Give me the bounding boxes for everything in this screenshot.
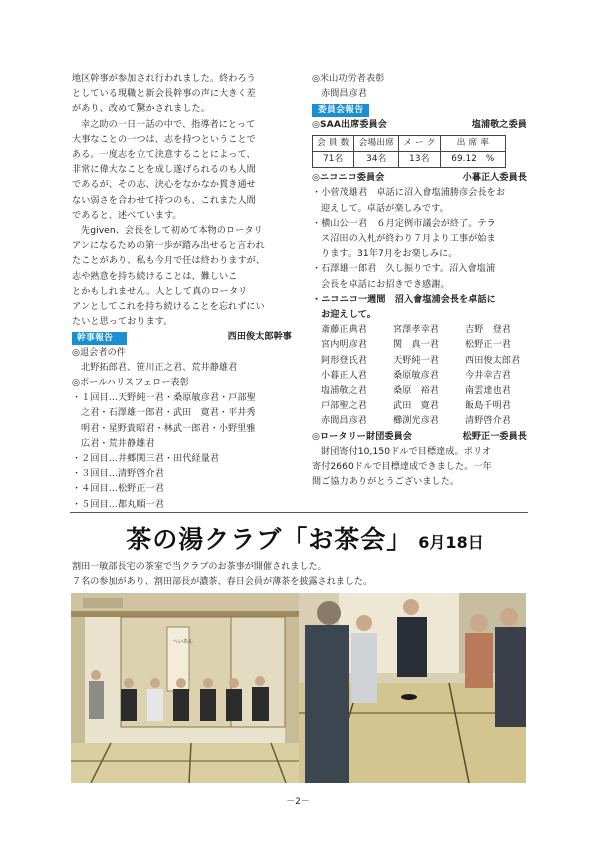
niko-item: ス沼田の入札が終わり７月より工事が始ま bbox=[321, 234, 496, 245]
body-line: たいと思っております。 bbox=[72, 317, 173, 328]
page-number: －2－ bbox=[286, 797, 310, 807]
fellow-item: 明君・星野貴昭君・林武一郎君・小野里雅 bbox=[81, 423, 256, 434]
foundation-line: 財団寄付10,150ドルで目標達成。ポリオ bbox=[321, 446, 492, 457]
foundation-heading-row bbox=[312, 430, 527, 445]
intro-line: があり、改めて驚かされました。 bbox=[72, 104, 210, 115]
niko-item: ・石澤雄一郎君 久し振りです。沼入會塩浦 bbox=[312, 264, 496, 275]
body-line: 先given、会長をして初めて本物のロータリ bbox=[81, 226, 263, 237]
saa-person: 塩浦敬之委員 bbox=[471, 119, 527, 130]
committee-report-bar bbox=[312, 102, 527, 117]
right-column bbox=[312, 72, 527, 490]
fellow-item: ・２回目…井郷関三君・田代経量君 bbox=[72, 454, 220, 465]
table-header-cell: 出 席 率 bbox=[440, 135, 505, 151]
retire-names: 北野拓郎君、笹川正之君、荒井静雄君 bbox=[81, 362, 238, 373]
foundation-line: 寄付2660ドルで目標達成できました。一年 bbox=[312, 462, 492, 473]
table-cell: 69.12 % bbox=[440, 152, 505, 168]
member-name: 小暮正人君 bbox=[321, 370, 367, 381]
member-name: 桑原敏彦君 bbox=[393, 370, 439, 381]
table-header-cell: 会場出席 bbox=[354, 135, 399, 151]
niko-person: 小暮正人委員長 bbox=[462, 173, 527, 184]
body-line: 幸之助の一日一話の中で、指導者にとって bbox=[81, 119, 256, 130]
article-intro bbox=[72, 560, 532, 589]
secretary-report-label: 幹事報告 bbox=[72, 332, 127, 345]
foundation-person: 松野正一委員長 bbox=[462, 431, 527, 442]
member-name: 宮内明彦君 bbox=[321, 340, 367, 351]
body-line: 大事なことの一つは、志を持つということで bbox=[72, 134, 256, 145]
table-header-row bbox=[313, 135, 506, 151]
member-name: 松野正一君 bbox=[465, 340, 511, 351]
secretary-name: 西田俊太郎幹事 bbox=[227, 332, 292, 343]
intro-line: 地区幹事が参加され行われました。終わろう bbox=[72, 74, 256, 84]
member-name: 関 真一君 bbox=[393, 340, 439, 351]
article-date: 6月18日 bbox=[418, 533, 484, 552]
member-name: 戸部聖之君 bbox=[321, 401, 367, 412]
fellow-heading: ◎ポールハリスフェロー表彰 bbox=[72, 378, 189, 389]
fellow-item: ・３回目…清野啓介君 bbox=[72, 469, 164, 480]
group-photo-illustration bbox=[71, 593, 299, 783]
niko-heading: ◎ニコニコ委員会 bbox=[312, 173, 385, 184]
fellow-item: ・５回目…都丸順一君 bbox=[72, 499, 164, 510]
yoneyama-heading: ◎米山功労者表彰 bbox=[312, 74, 385, 84]
member-name: 清野啓介君 bbox=[465, 416, 511, 427]
article-intro-line: 割田一敏部長宅の茶室で当クラブのお茶事が開催されました。 bbox=[72, 562, 327, 572]
body-line: ない弱さを合わせて持つのも、これまた人間 bbox=[72, 195, 256, 206]
foundation-heading: ◎ロータリー財団委員会 bbox=[312, 431, 412, 442]
member-name: 吉野 登君 bbox=[465, 325, 511, 336]
article-title-text: 茶の湯クラブ「お茶会」 bbox=[126, 525, 413, 554]
niko-item: 会長を卓話にお招きでき感謝。 bbox=[321, 279, 450, 290]
saa-heading-row bbox=[312, 118, 527, 133]
niko-item: 迎えして。卓話が楽しみです。 bbox=[321, 203, 449, 214]
tea-ceremony-photo bbox=[299, 593, 526, 783]
table-cell: 71名 bbox=[313, 152, 354, 168]
intro-line: としている現職と新会長幹事の声に大きく差 bbox=[72, 89, 256, 100]
table-row bbox=[313, 152, 506, 168]
body-line: たことがあり、私も今月で任は終わりますが、 bbox=[72, 256, 266, 267]
body-line: であるが、その志、決心をなかなか貫き通せ bbox=[72, 180, 256, 191]
member-name: 櫛渕光彦君 bbox=[393, 416, 439, 427]
niko-item: ・横山公一君 ６月定例市議会が終了。テラ bbox=[312, 218, 496, 229]
group-photo bbox=[71, 593, 299, 783]
member-name: 阿形登氏君 bbox=[321, 355, 367, 366]
member-name: 武田 寛君 bbox=[393, 401, 439, 412]
body-line: であると、述べています。 bbox=[72, 210, 182, 221]
tea-ceremony-illustration bbox=[299, 593, 526, 783]
member-name: 桑原 裕君 bbox=[393, 386, 439, 397]
left-column bbox=[72, 72, 294, 513]
article-title bbox=[105, 520, 505, 556]
member-name: 赤間昌彦君 bbox=[321, 416, 367, 427]
body-line: 非常に偉大なことを成し遂げられるのも人間 bbox=[72, 165, 256, 176]
body-line: アンになるための第一歩が踏み出せると言われ bbox=[72, 241, 265, 252]
secretary-report-bar bbox=[72, 330, 294, 345]
section-divider bbox=[70, 512, 528, 513]
member-name: 天野純一君 bbox=[393, 355, 439, 366]
member-name: 西田俊太郎君 bbox=[465, 355, 521, 366]
weekly-line: お迎えして。 bbox=[321, 310, 376, 321]
fellow-item: ・１回目…天野純一君・桑原敏彦君・戸部聖 bbox=[72, 393, 256, 404]
fellow-item: ・４回目…松野正一君 bbox=[72, 484, 164, 495]
member-name: 今井幸吉君 bbox=[465, 370, 511, 381]
weekly-line: ・ニコニコ一週間 沼入會塩浦会長を卓話に bbox=[312, 294, 496, 305]
saa-heading: ◎SAA出席委員会 bbox=[312, 119, 387, 130]
member-names-grid bbox=[312, 323, 527, 429]
member-name: 南雲達也君 bbox=[465, 386, 511, 397]
yoneyama-name: 赤間昌彦君 bbox=[321, 89, 367, 100]
member-name: 飯島千明君 bbox=[465, 401, 511, 412]
body-line: ある。一度志を立て決意することによって、 bbox=[72, 150, 256, 161]
foundation-line: 間ご協力ありがとうございました。 bbox=[312, 477, 460, 488]
table-cell: 13名 bbox=[399, 152, 440, 168]
member-name: 塩浦敬之君 bbox=[321, 386, 367, 397]
body-line: とかもしれません。人として真のロータリ bbox=[72, 286, 248, 297]
niko-item: ・小菅茂雄君 卓話に沼入會塩浦勝彦会長をお bbox=[312, 188, 506, 199]
fellow-item: 之君・石澤雄一郎君・武田 寛君・平井秀 bbox=[81, 408, 256, 419]
fellow-item: 広君・荒井静雄君 bbox=[81, 438, 155, 449]
committee-report-label: 委員会報告 bbox=[312, 104, 369, 117]
table-cell: 34名 bbox=[354, 152, 399, 168]
niko-item: ります。31年7月をお楽しみに。 bbox=[321, 249, 458, 260]
member-name: 斎藤正典君 bbox=[321, 325, 367, 336]
body-line: アンとしてこれを持ち続けることを忘れずにい bbox=[72, 302, 265, 313]
body-line: 志や熟意を持ち続けることは、難しいこ bbox=[72, 271, 238, 282]
member-name: 宮澤孝幸君 bbox=[393, 325, 439, 336]
retire-heading: ◎退会者の件 bbox=[72, 347, 127, 358]
niko-heading-row bbox=[312, 171, 527, 186]
table-header-cell: メ ー ク bbox=[399, 135, 440, 151]
table-header-cell: 会 員 数 bbox=[313, 135, 354, 151]
scroll-text: へいあん bbox=[173, 639, 194, 645]
article-intro-line: ７名の参加があり、割田部長が濃茶、春日会員が薄茶を披露されました。 bbox=[72, 576, 373, 587]
attendance-table bbox=[312, 135, 506, 168]
